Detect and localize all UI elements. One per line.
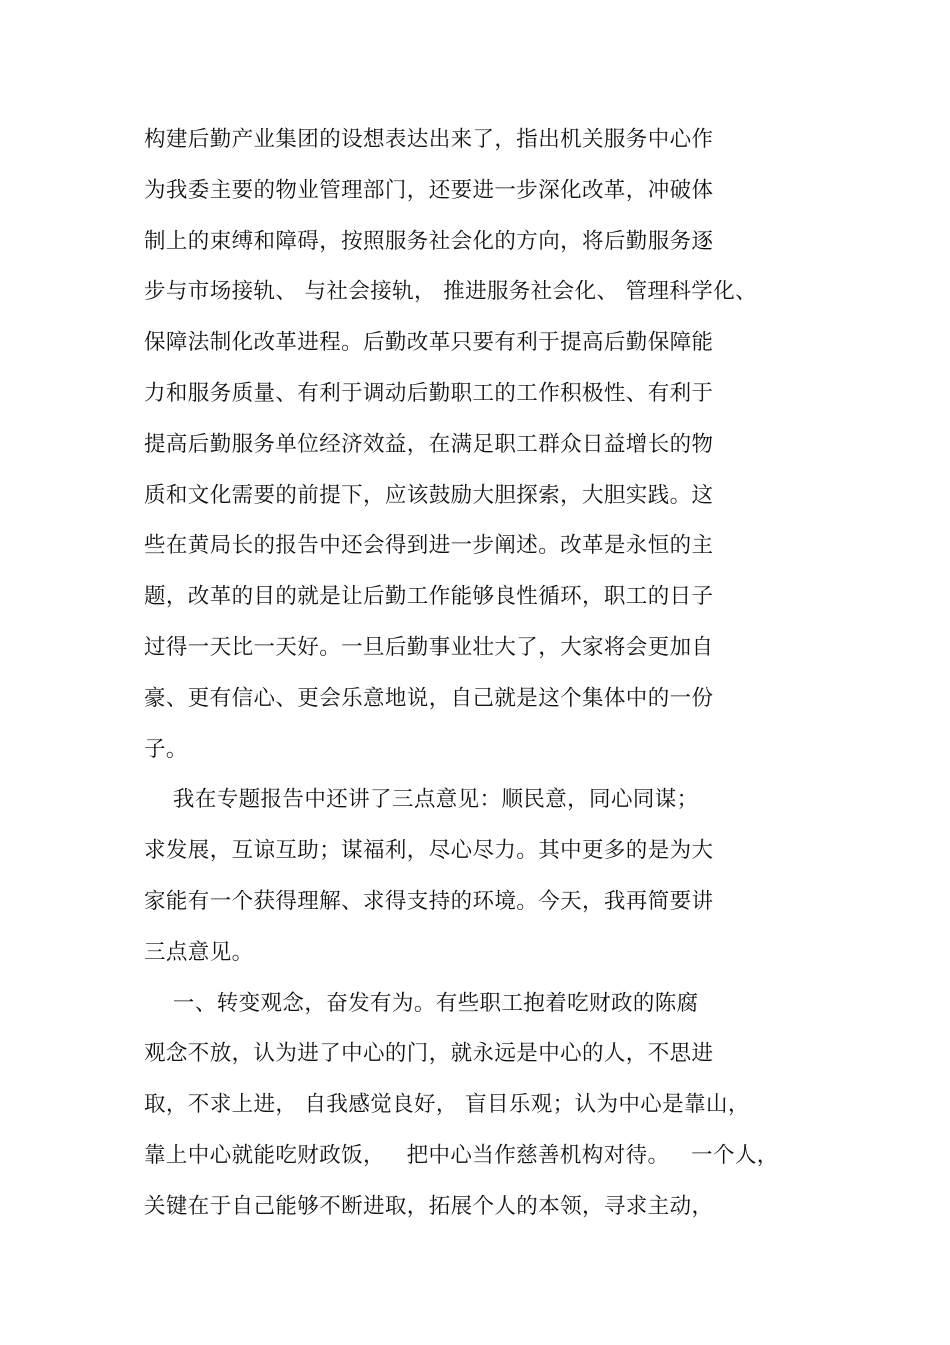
text-line: 步与市场接轨、 与社会接轨， 推进服务社会化、 管理科学化、: [144, 279, 758, 305]
text-line: 制上的束缚和障碍，按照服务社会化的方向，将后勤服务逐: [144, 228, 714, 254]
text-line: 题，改革的目的就是让后勤工作能够良性循环，职工的日子: [144, 584, 714, 610]
text-line: 过得一天比一天好。一旦后勤事业壮大了，大家将会更加自: [144, 634, 714, 660]
text-line: 提高后勤服务单位经济效益，在满足职工群众日益增长的物: [144, 431, 714, 457]
text-line: 些在黄局长的报告中还会得到进一步阐述。改革是永恒的主: [144, 533, 714, 559]
text-line: 观念不放，认为进了中心的门，就永远是中心的人，不思进: [144, 1041, 714, 1067]
text-line: 关键在于自己能够不断进取，拓展个人的本领，寻求主动，: [144, 1193, 714, 1219]
text-line: 家能有一个获得理解、求得支持的环境。今天，我再简要讲: [144, 888, 714, 914]
text-line: 为我委主要的物业管理部门，还要进一步深化改革，冲破体: [144, 177, 714, 203]
text-line: 一、转变观念，奋发有为。有些职工抱着吃财政的陈腐: [144, 990, 699, 1016]
text-line: 我在专题报告中还讲了三点意见：顺民意，同心同谋；: [144, 787, 699, 813]
text-line: 求发展，互谅互助；谋福利，尽心尽力。其中更多的是为大: [144, 838, 714, 864]
text-line: 力和服务质量、有利于调动后勤职工的工作积极性、有利于: [144, 380, 714, 406]
text-line: 保障法制化改革进程。后勤改革只要有利于提高后勤保障能: [144, 330, 714, 356]
text-line: 豪、更有信心、更会乐意地说，自己就是这个集体中的一份: [144, 685, 714, 711]
text-line: 取，不求上进， 自我感觉良好， 盲目乐观；认为中心是靠山，: [144, 1092, 750, 1118]
body-text: [144, 120, 824, 1238]
text-line: 子。: [144, 736, 188, 762]
text-line: 三点意见。: [144, 939, 254, 965]
text-line: 质和文化需要的前提下，应该鼓励大胆探索，大胆实践。这: [144, 482, 714, 508]
text-line: 靠上中心就能吃财政饭， 把中心当作慈善机构对待。 一个人，: [144, 1142, 779, 1168]
text-line: 构建后勤产业集团的设想表达出来了，指出机关服务中心作: [144, 127, 714, 152]
